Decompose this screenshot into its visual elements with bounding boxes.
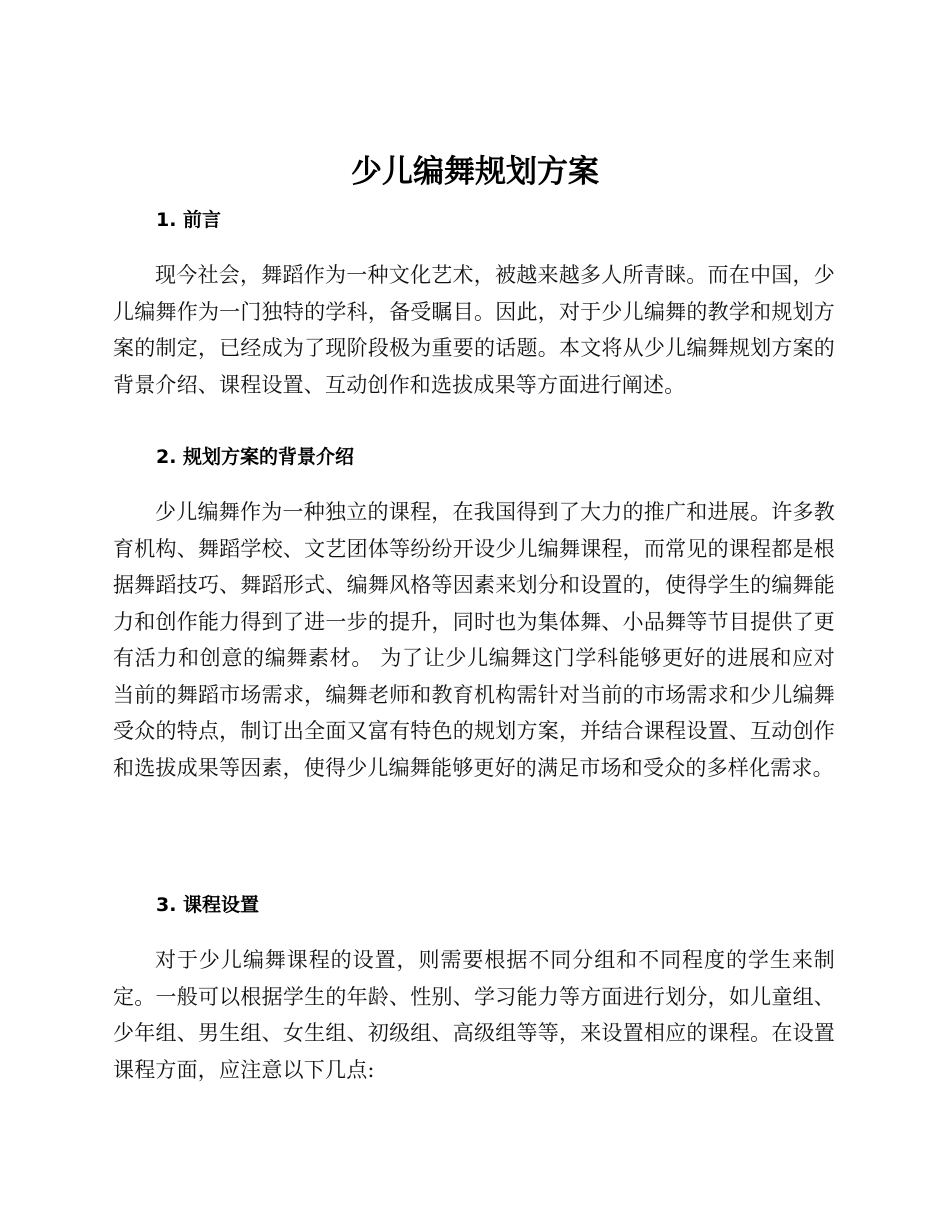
- section-heading-preface: 1. 前言: [156, 209, 222, 231]
- document-title: 少儿编舞规划方案: [351, 154, 599, 190]
- section-paragraph-background: 少儿编舞作为一种独立的课程，在我国得到了大力的推广和进展。许多教育机构、舞蹈学校、文艺团体等纷纷开设少儿编舞课程，而常见的课程都是根据舞蹈技巧、舞蹈形式、编舞风格等因素来划分和设置的，使得学生的编舞能力和创作能力得到了进一步的提升，同时也为集体舞、小品舞等节目提供了更有活力和创意的编舞素材。 为了让少儿编舞这门学科能够更好的进展和应对当前的舞蹈市场需求，编舞老师和教育机构需针对当前的市场需求和少儿编舞受众的特点，制订出全面又富有特色的规划方案，并结合课程设置、互动创作和选拔成果等因素，使得少儿编舞能够更好的满足市场和受众的多样化需求。: [113, 500, 835, 780]
- section-paragraph-curriculum: 对于少儿编舞课程的设置，则需要根据不同分组和不同程度的学生来制定。一般可以根据学生的年龄、性别、学习能力等方面进行划分，如儿童组、少年组、男生组、女生组、初级组、高级组等等，来设置相应的课程。在设置课程方面，应注意以下几点:: [113, 948, 835, 1082]
- section-paragraph-preface: 现今社会，舞蹈作为一种文化艺术，被越来越多人所青睐。而在中国，少儿编舞作为一门独特的学科，备受瞩目。因此，对于少儿编舞的教学和规划方案的制定，已经成为了现阶段极为重要的话题。本文将从少儿编舞规划方案的背景介绍、课程设置、互动创作和选拔成果等方面进行阐述。: [113, 263, 835, 397]
- section-heading-curriculum: 3. 课程设置: [156, 894, 260, 916]
- section-heading-background: 2. 规划方案的背景介绍: [156, 446, 355, 468]
